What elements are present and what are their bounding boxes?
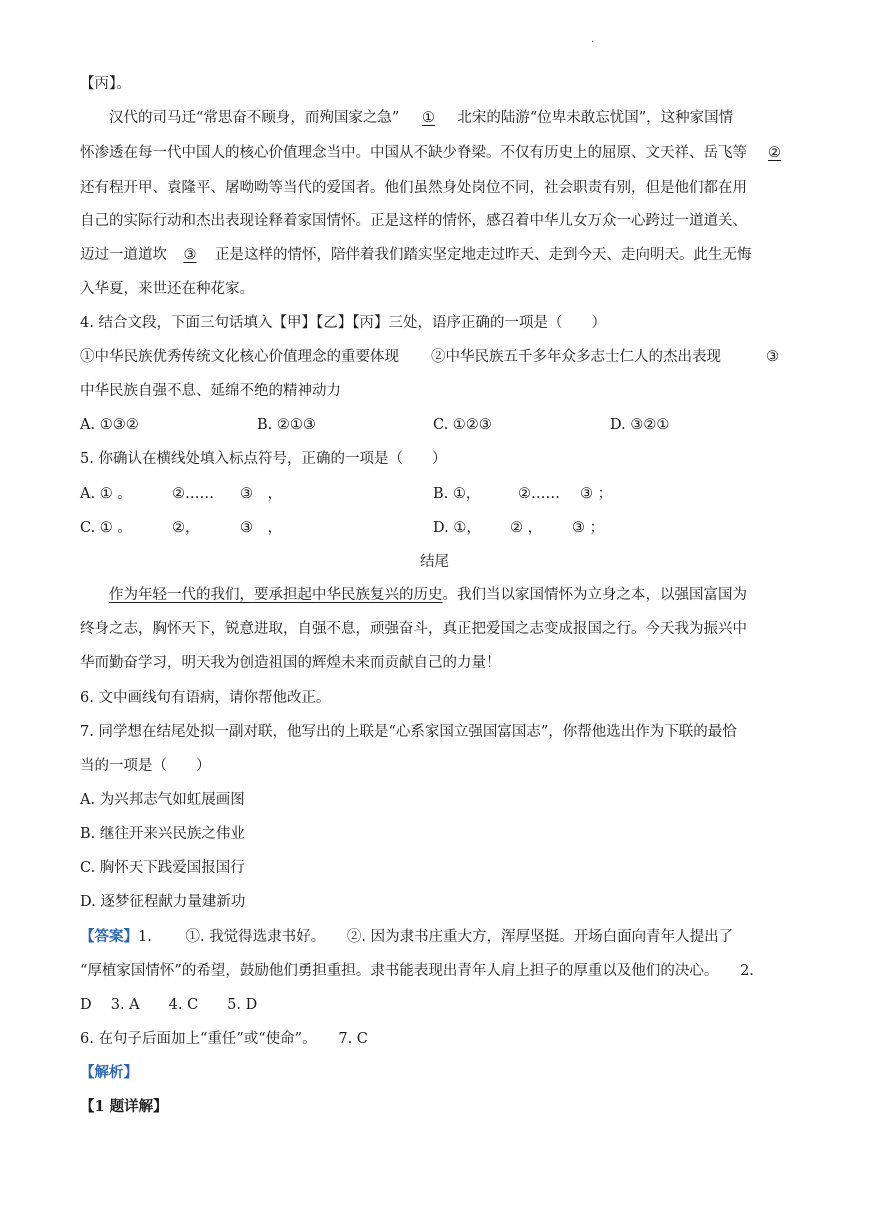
statement-3-text: 中华民族自强不息、延绵不绝的精神动力 [80,383,341,399]
option-a-part: ②…… [172,486,214,502]
answer-line: D 3. A 4. C 5. D [80,997,258,1013]
option-b: B. 继往开来兴民族之伟业 [80,826,245,842]
passage-line: 迈过一道道坎 ③ 正是这样的情怀，陪伴着我们踏实坚定地走过昨天、走到今天、走向明天。此生无悔 [80,247,752,263]
option-a: A. 为兴邦志气如虹展画图 [80,792,245,808]
detail-label: 【1 题详解】 [80,1098,168,1115]
statement-1: ①中华民族优秀传统文化核心价值理念的重要体现 [80,349,399,365]
passage-line: 华而勤奋学习，明天我为创造祖国的辉煌未来而贡献自己的力量！ [80,655,501,671]
blank-3: ③ [183,247,197,263]
statement-2: ②中华民族五千多年众多志士仁人的杰出表现 [431,349,721,365]
blank-2: ② [768,145,781,161]
underlined-sentence: 作为年轻一代的我们，要承担起中华民族复兴的历史 [109,587,443,603]
passage-line: 终身之志，胸怀天下，锐意进取，自强不息，顽强奋斗，真正把爱国之志变成报国之行。今天我为振兴中 [80,621,747,637]
option-d: D. ①， [433,520,481,536]
option-b-part: ③ ； [580,486,613,502]
option-c: C. ①②③ [433,417,492,433]
statement-3-number: ③ [766,349,779,365]
option-b-part: ②…… [518,486,560,502]
option-d: D. 逐梦征程献力量建新功 [80,894,246,910]
passage-line: 还有程开甲、袁隆平、屠呦呦等当代的爱国者。他们虽然身处岗位不同，社会职责有别，但是他们都在用 [80,180,747,196]
option-a-part: ③ ， [240,486,282,502]
question-stem: 5. 你确认在横线处填入标点符号，正确的一项是（ ） [80,451,447,467]
question-stem: 当的一项是（ ） [80,758,211,774]
option-b: B. ①， [433,486,481,502]
passage-line: 入华夏，来世还在种花家。 [80,281,254,297]
passage-line: 汉代的司马迁“常思奋不顾身，而殉国家之急” ① 北宋的陆游“位卑未敢忘忧国”，这种家国情 [109,110,734,126]
question-stem: 4. 结合文段，下面三句话填入【甲】【乙】【丙】三处，语序正确的一项是（ ） [80,315,606,331]
answer-line: 【答案】1. ①. 我觉得选隶书好。 ②. 因为隶书庄重大方，浑厚坚挺。开场白面向青年人提出了 [80,928,734,945]
section-title-ending: 结尾 [420,554,449,570]
option-a: A. ①③② [80,417,139,433]
answer-label: 【答案】 [80,928,138,945]
option-c-part: ③ ， [240,520,282,536]
header-dot: . [591,34,595,45]
option-d: D. ③②① [610,417,670,433]
option-c: C. ① 。 [80,520,132,536]
option-c: C. 胸怀天下践爱国报国行 [80,860,245,876]
option-b: B. ②①③ [257,417,316,433]
passage-line: 作为年轻一代的我们，要承担起中华民族复兴的历史。我们当以家国情怀为立身之本，以强国富国为 [109,587,747,603]
question-stem: 7. 同学想在结尾处拟一副对联，他写出的上联是“心系家国立强国富国志”，你帮他选出作为下联的最恰 [80,724,737,740]
section-bing-heading: 【丙】。 [80,76,131,92]
option-d-part: ③ ； [572,520,605,536]
blank-1: ① [421,110,435,126]
answer-line: 6. 在句子后面加上“重任”或“使命”。 7. C [80,1031,368,1047]
answer-line: “厚植家国情怀”的希望，鼓励他们勇担重担。隶书能表现出青年人肩上担子的厚重以及他们的决心。 2. [80,963,754,979]
question-6: 6. 文中画线句有语病，请你帮他改正。 [80,690,331,706]
option-c-part: ②， [172,520,200,536]
passage-line: 怀渗透在每一代中国人的核心价值理念当中。中国从不缺少脊梁。不仅有历史上的屈原、文天祥、岳飞等 ② [80,145,781,161]
passage-line: 自己的实际行动和杰出表现诠释着家国情怀。正是这样的情怀，感召着中华儿女万众一心跨过一道道关、 [80,213,747,229]
option-d-part: ② ， [510,520,543,536]
option-a: A. ① 。 [80,486,132,502]
analysis-label: 【解析】 [80,1064,138,1081]
